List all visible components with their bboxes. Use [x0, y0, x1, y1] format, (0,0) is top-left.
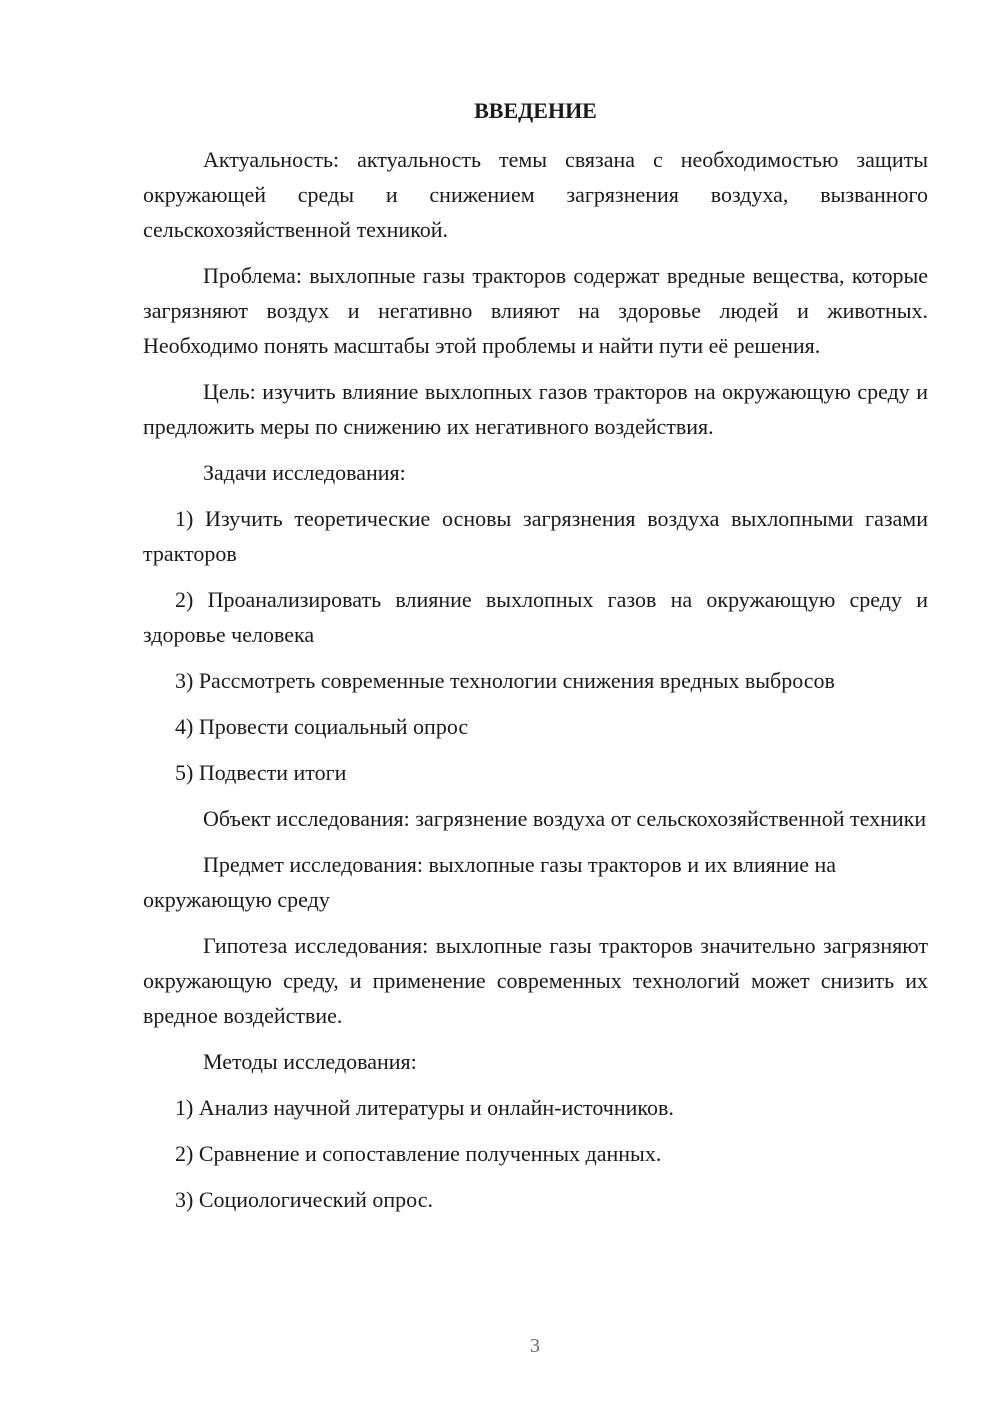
method-item: 1) Анализ научной литературы и онлайн-источников. — [175, 1095, 674, 1120]
method-item: 3) Социологический опрос. — [175, 1187, 433, 1212]
section-heading: ВВЕДЕНИЕ — [474, 98, 597, 123]
method-item: 2) Сравнение и сопоставление полученных данных. — [175, 1141, 662, 1166]
object-paragraph: Объект исследования: загрязнение воздуха от сельскохозяйственной техники — [203, 806, 927, 831]
task-item: 1) Изучить теоретические основы загрязнения воздуха выхлопными газами тракторов — [143, 506, 928, 566]
hypothesis-paragraph: Гипотеза исследования: выхлопные газы тракторов значительно загрязняют окружающую среду, и применение современных технологий может снизить их вредное воздействие. — [143, 933, 928, 1028]
problem-paragraph: Проблема: выхлопные газы тракторов содержат вредные вещества, которые загрязняют воздух и негативно влияют на здоровье людей и животных. Необходимо понять масштабы этой проблемы и найти пути её решения. — [143, 263, 928, 358]
relevance-paragraph: Актуальность: актуальность темы связана с необходимостью защиты окружающей среды и снижением загрязнения воздуха, вызванного сельскохозяйственной техникой. — [143, 147, 928, 242]
tasks-heading: Задачи исследования: — [203, 460, 406, 485]
goal-paragraph: Цель: изучить влияние выхлопных газов тракторов на окружающую среду и предложить меры по снижению их негативного воздействия. — [143, 379, 928, 439]
task-item: 3) Рассмотреть современные технологии снижения вредных выбросов — [175, 668, 835, 693]
page-content — [143, 96, 928, 1228]
methods-heading: Методы исследования: — [203, 1049, 417, 1074]
task-item: 5) Подвести итоги — [175, 760, 347, 785]
page-number: 3 — [530, 1335, 540, 1357]
task-item: 2) Проанализировать влияние выхлопных газов на окружающую среду и здоровье человека — [143, 587, 928, 647]
subject-paragraph: Предмет исследования: выхлопные газы тракторов и их влияние на окружающую среду — [143, 852, 837, 912]
task-item: 4) Провести социальный опрос — [175, 714, 469, 739]
